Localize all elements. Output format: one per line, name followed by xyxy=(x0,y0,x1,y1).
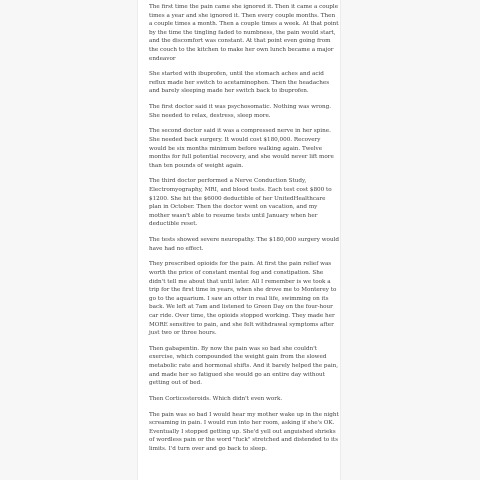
paragraph-first-doctor: The first doctor said it was psychosomatic. Nothing was wrong. She needed to relax, destress, sleep more. xyxy=(149,104,332,119)
right-margin xyxy=(341,0,480,480)
paragraph-medication: She started with ibuprofen, until the stomach aches and acid reflux made her switch to acetaminophen. Then the headaches and barely sleeping made her switch back to ibuprofen. xyxy=(149,71,330,95)
paragraph-test-results: The tests showed severe neuropathy. The $180,000 surgery would have had no effect. xyxy=(149,237,340,252)
paragraph-corticosteroids: Then Corticosteroids. Which didn't even work. xyxy=(149,395,283,402)
paragraph-second-doctor: The second doctor said it was a compressed nerve in her spine. She needed back surgery. It would cost $180,000. Recovery would be six months minimum before walking again. Twelve months for full potential recovery, and she would never lift more than ten pounds of weight again. xyxy=(149,128,334,169)
paragraph-third-doctor: The third doctor performed a Nerve Conduction Study, Electromyography, MRI, and blood tests. Each test cost $800 to $1200. She hit the $6000 deductible of her UnitedHealthcare plan in October. Then the doctor went on vacation, and my mother wasn't able to resume tests until January when her deductible reset. xyxy=(149,178,332,228)
paragraph-gabapentin: Then gabapentin. By now the pain was so bad she couldn't exercise, which compounded the weight gain from the slowed metabolic rate and hormonal shifts. And it barely helped the pain, and made her so fatigued she would go an entire day without getting out of bed. xyxy=(149,345,339,387)
paragraph-pain-onset: The first time the pain came she ignored it. Then it came a couple times a year and she ignored it. Then every couple months. Then a couple times a month. Then a couple times a week. At that point by the time the tingling faded to numbness, the pain would start, and the discomfort was constant. At that point even going from the couch to the kitchen to make her own lunch became a major endeavor xyxy=(149,4,339,62)
paragraph-night-pain: The pain was so bad I would hear my mother wake up in the night screaming in pain. I would run into her room, asking if she's OK. Eventually I stopped getting up. She'd yell out anguished shrieks of wordless pain or the word "fuck" stretched and distended to its limits. I'd turn over and go back to sleep. xyxy=(149,411,339,452)
article-body xyxy=(137,0,341,480)
article-text xyxy=(149,3,339,461)
left-margin xyxy=(0,0,137,480)
paragraph-opioids: They prescribed opioids for the pain. At first the pain relief was worth the price of constant mental fog and constipation. She didn't tell me about that until later. All I remember is we took a trip for the first time in years, when she drove me to Monterey to go to the aquarium. I saw an otter in real life, swimming on its back. We left at 7am and listened to Green Day on the four-hour car ride. Over time, the opioids stopped working. They made her MORE sensitive to pain, and she felt withdrawal symptoms after just two or three hours. xyxy=(149,261,337,337)
